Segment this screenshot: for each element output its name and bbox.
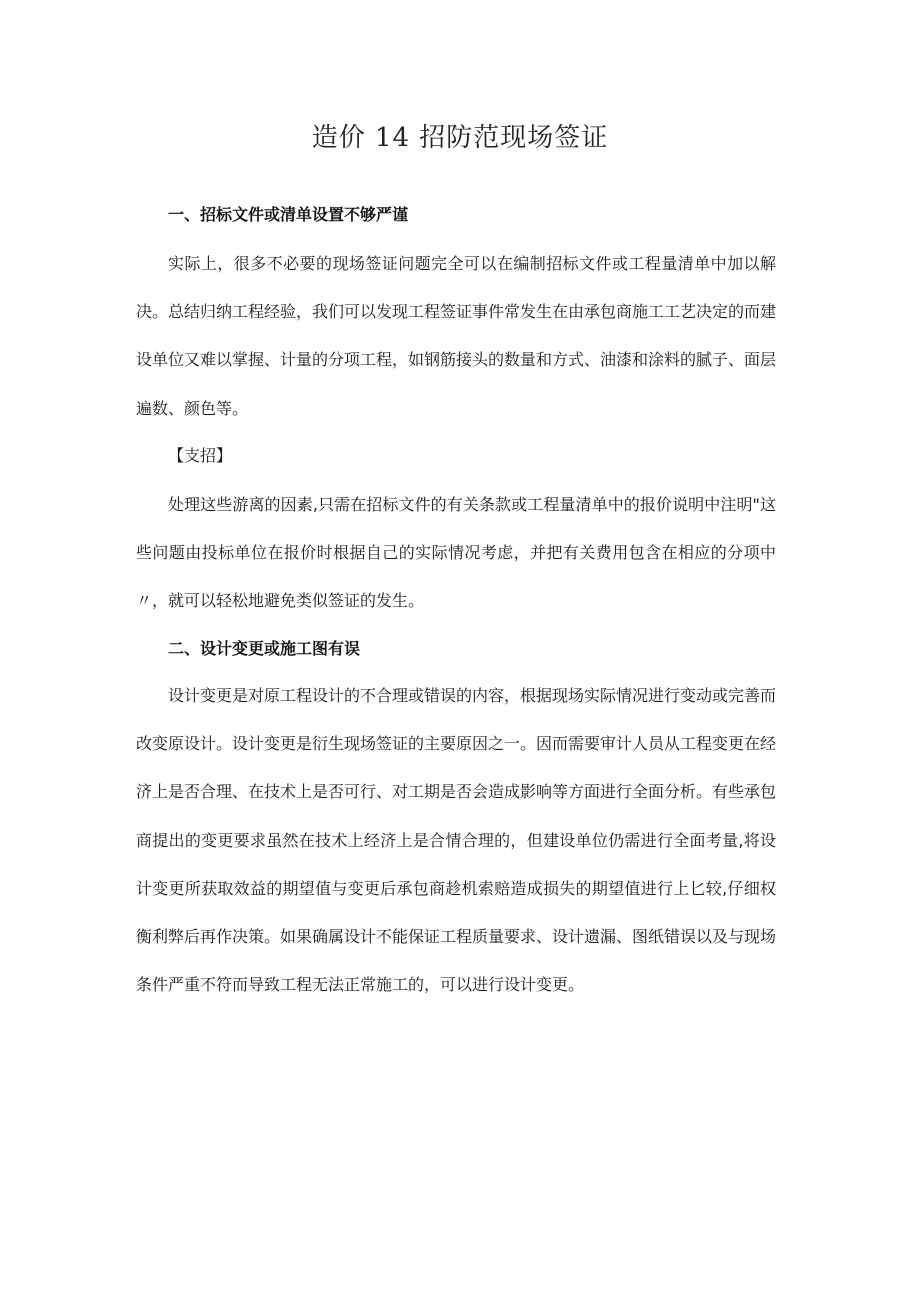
section-2-paragraph: 设计变更是对原工程设计的不合理或错误的内容，根据现场实际情况进行变动或完善而改变原设计。设计变更是衍生现场签证的主要原因之一。因而需要审计人员从工程变更在经济上是否合理、在技术上是否可行、对工期是否会造成影响等方面进行全面分析。有些承包商提出的变更要求虽然在技术上经济上是合情合理的，但建设单位仍需进行全面考量,将设计变更所获取效益的期望值与变更后承包商趁机索赔造成损失的期望值进行上匕较,仔细权衡利弊后再作决策。如果确属设计不能保证工程质量要求、设计遗漏、图纸错误以及与现场条件严重不符而导致工程无法正常施工的，可以进行设计变更。 <box>136 686 777 995</box>
section-heading-2: 二、设计变更或施工图有误 <box>168 639 361 658</box>
section-heading-1: 一、招标文件或清单设置不够严谨 <box>168 205 409 224</box>
tip-label: 【支招】 <box>168 446 233 465</box>
document-title: 造价 14 招防范现场签证 <box>311 123 609 153</box>
tip-paragraph: 处理这些游离的因素,只需在招标文件的有关条款或工程量清单中的报价说明中注明"这些问题由投标单位在报价时根据自己的实际情况考虑，并把有关费用包含在相应的分项中〃，就可以轻松地避免类似签证的发生。 <box>136 495 776 611</box>
section-1-paragraph: 实际上，很多不必要的现场签证问题完全可以在编制招标文件或工程量清单中加以解决。总结归纳工程经验，我们可以发现工程签证事件常发生在由承包商施工工艺决定的而建设单位又难以掌握、计量的分项工程，如钢筋接头的数量和方式、油漆和涂料的腻子、面层遍数、颜色等。 <box>136 254 777 418</box>
